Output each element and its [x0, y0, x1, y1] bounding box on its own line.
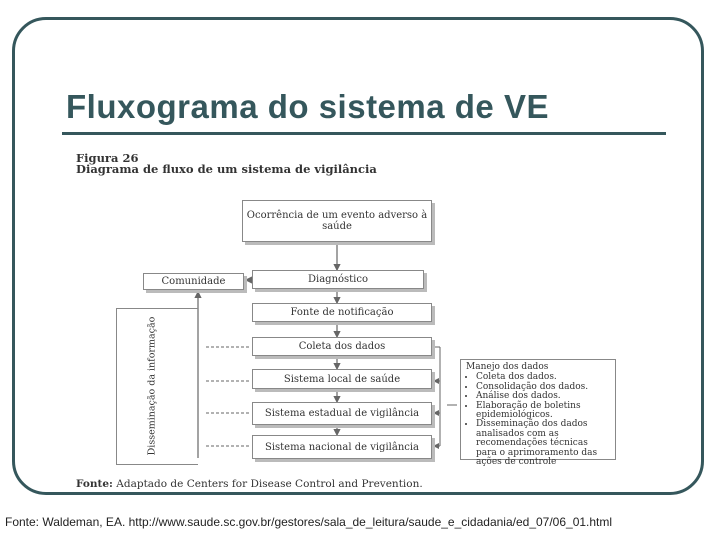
box-data-collection: Coleta dos dados: [252, 337, 432, 356]
figure-source-label: Fonte:: [76, 478, 113, 490]
box-national-system: Sistema nacional de vigilância: [252, 435, 432, 459]
figure-caption: Diagrama de fluxo de um sistema de vigilância: [76, 162, 377, 176]
data-management-item: • Coleta dos dados.: [476, 373, 610, 382]
data-management-item: • Disseminação dos dados analisados com as recomendações técnicas para o aprimoramento das ações de controle: [476, 420, 610, 467]
data-management-title: Manejo dos dados: [466, 362, 549, 372]
data-management-box: [460, 359, 616, 468]
box-state-system: Sistema estadual de vigilância: [252, 402, 432, 425]
box-community: Comunidade: [143, 273, 244, 290]
data-management-item: • Consolidação dos dados.: [476, 383, 610, 392]
figure-source-text: Adaptado de Centers for Disease Control and Prevention.: [116, 478, 423, 490]
data-management-item: • Elaboração de boletins epidemiológicos.: [476, 402, 610, 421]
figure-source: [76, 478, 423, 490]
box-diagnosis: Diagnóstico: [252, 270, 424, 289]
data-management-item: • Análise dos dados.: [476, 392, 610, 401]
slide-title: Fluxograma do sistema de VE: [66, 88, 549, 125]
box-local-system: Sistema local de saúde: [252, 369, 432, 389]
figure-label: Figura 26: [76, 151, 139, 165]
data-management-list: [466, 373, 610, 467]
box-notification-source: Fonte de notificação: [252, 303, 432, 322]
slide-footer: Fonte: Waldeman, EA. http://www.saude.sc.gov.br/gestores/sala_de_leitura/saude_e_cidadania/ed_07/06_01.html: [5, 515, 613, 529]
box-event: Ocorrência de um evento adverso à saúde: [242, 200, 432, 242]
dissemination-label: Disseminação da informação: [146, 316, 158, 456]
